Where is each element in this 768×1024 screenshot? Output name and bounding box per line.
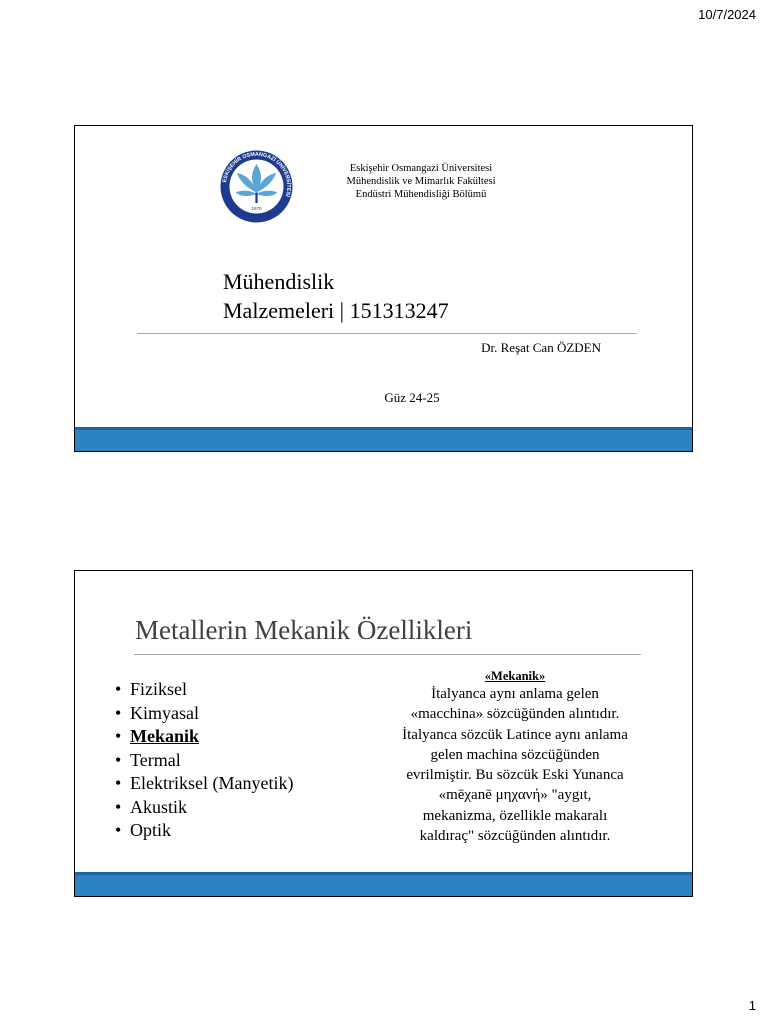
- university-logo: [219, 149, 294, 224]
- list-item: • Fiziksel: [115, 678, 293, 702]
- list-item-active: • Mekanik: [115, 725, 293, 749]
- course-title-line2: Malzemeleri | 151313247: [223, 298, 449, 323]
- bullet-icon: •: [115, 773, 122, 793]
- institution-block: [311, 162, 531, 201]
- title-divider: [134, 654, 641, 655]
- definition-line: mekanizma, özellikle makaralı: [422, 807, 608, 824]
- bullet-icon: •: [115, 820, 122, 840]
- definition-line: gelen machina sözcüğünden: [430, 746, 600, 763]
- definition-line: İtalyanca aynı anlama gelen: [431, 686, 599, 702]
- term-label: Güz 24-25: [384, 390, 440, 405]
- logo-ring-text: ESKİŞEHİR OSMANGAZİ ÜNİVERSİTESİ: [222, 151, 292, 198]
- content-slide: [74, 570, 693, 897]
- footer-band: [75, 427, 692, 451]
- property-list: [115, 678, 293, 843]
- course-title-line1: Mühendislik: [223, 269, 335, 294]
- definition-box: [362, 668, 668, 846]
- page-date: 10/7/2024: [698, 7, 756, 22]
- footer-band: [75, 872, 692, 896]
- definition-line: kaldıraç" sözcüğünden alıntıdır.: [419, 828, 611, 845]
- bullet-icon: •: [115, 679, 122, 699]
- course-title: [223, 267, 449, 325]
- list-item: • Termal: [115, 749, 293, 773]
- university-name: Eskişehir Osmangazi Üniversitesi: [349, 163, 493, 174]
- bullet-icon: •: [115, 702, 122, 723]
- list-item: • Elektriksel (Manyetik): [115, 772, 293, 796]
- definition-line: «macchina» sözcüğünden alıntıdır.: [410, 706, 620, 723]
- bullet-icon: •: [115, 796, 122, 817]
- title-slide: [74, 125, 693, 452]
- title-divider: [137, 333, 637, 334]
- definition-line: İtalyanca sözcük Latince aynı anlama: [402, 726, 628, 743]
- department-name: Endüstri Mühendisliği Bölümü: [355, 189, 487, 200]
- page-number: 1: [748, 998, 756, 1013]
- faculty-name: Mühendislik ve Mimarlık Fakültesi: [346, 176, 496, 187]
- definition-heading: «Mekanik»: [484, 669, 546, 683]
- logo-year: 1970: [251, 205, 262, 211]
- bullet-icon: •: [115, 726, 122, 746]
- definition-line: «mēχanē μηχανή» "aygıt,: [438, 787, 592, 804]
- definition-line: evrilmiştir. Bu sözcük Eski Yunanca: [406, 767, 624, 784]
- bullet-icon: •: [115, 749, 122, 770]
- slide-title: Metallerin Mekanik Özellikleri: [135, 615, 473, 645]
- author-name: Dr. Reşat Can ÖZDEN: [481, 340, 601, 355]
- list-item: • Akustik: [115, 796, 293, 820]
- list-item: • Kimyasal: [115, 702, 293, 726]
- list-item: • Optik: [115, 819, 293, 843]
